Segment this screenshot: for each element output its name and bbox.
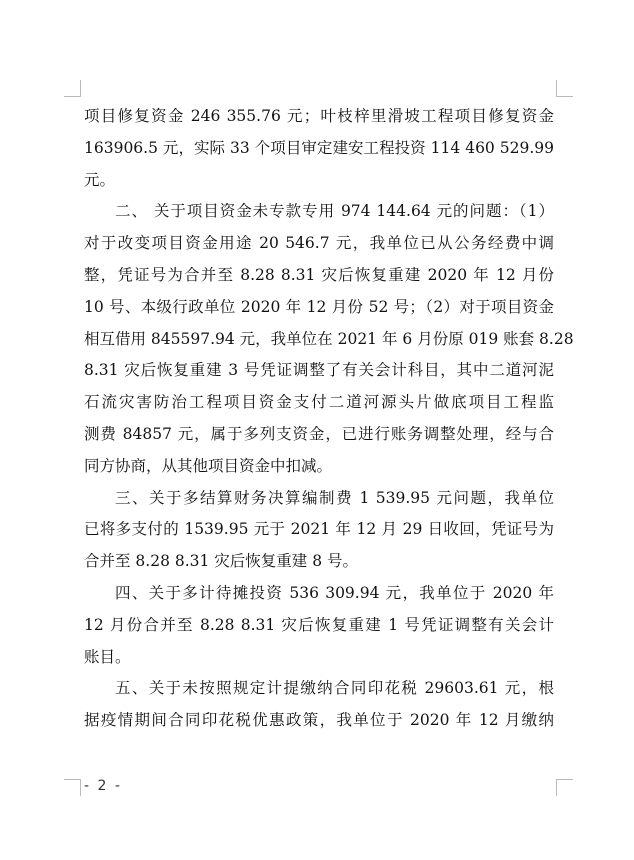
text-line: 12 月份合并至 8.28 8.31 灾后恢复重建 1 号凭证调整有关会计 (84, 615, 554, 634)
text-line: 合并至 8.28 8.31 灾后恢复重建 8 号。 (84, 552, 359, 571)
text-line: 三、关于多结算财务决算编制费 1 539.95 元问题，我单位 (115, 488, 554, 507)
crop-mark-top-left (64, 80, 81, 97)
text-line: 已将多支付的 1539.95 元于 2021 年 12 月 29 日收回，凭证号为 (84, 520, 554, 539)
text-line: 整，凭证号为合并至 8.28 8.31 灾后恢复重建 2020 年 12 月份 (84, 265, 554, 284)
text-line: 对于改变项目资金用途 20 546.7 元，我单位已从公务经费中调 (84, 234, 554, 253)
text-line: 163906.5 元，实际 33 个项目审定建安工程投资 114 460 529.99 (84, 138, 554, 157)
text-line: 项目修复资金 246 355.76 元；叶枝梓里滑坡工程项目修复资金 (84, 107, 554, 125)
text-line: 10 号、本级行政单位 2020 年 12 月份 52 号；（2）对于项目资金 (84, 297, 554, 316)
text-line: 五、关于未按照规定计提缴纳合同印花税 29603.61 元，根 (115, 679, 554, 698)
document-body (84, 101, 574, 737)
crop-mark-bottom-right (556, 779, 573, 796)
text-line: 元。 (84, 170, 116, 189)
page-number: - 2 - (84, 778, 122, 794)
crop-mark-top-right (556, 80, 573, 97)
text-line: 同方协商，从其他项目资金中扣减。 (84, 456, 333, 475)
text-line: 据疫情期间合同印花税优惠政策，我单位于 2020 年 12 月缴纳 (84, 711, 554, 730)
crop-mark-bottom-left (64, 779, 81, 796)
text-line: 相互借用 845597.94 元，我单位在 2021 年 6 月份原 019 账套 8.28 (84, 329, 574, 348)
text-line: 二、 关于项目资金未专款专用 974 144.64 元的问题：（1） (115, 202, 554, 221)
text-line: 石流灾害防治工程项目资金支付二道河源头片做底项目工程监 (84, 393, 554, 412)
text-line: 测费 84857 元，属于多列支资金，已进行账务调整处理，经与合 (84, 424, 554, 443)
text-line: 8.31 灾后恢复重建 3 号凭证调整了有关会计科目，其中二道河泥 (84, 361, 554, 380)
text-line: 四、关于多计待摊投资 536 309.94 元，我单位于 2020 年 (115, 583, 554, 602)
text-line: 账目。 (84, 647, 131, 666)
